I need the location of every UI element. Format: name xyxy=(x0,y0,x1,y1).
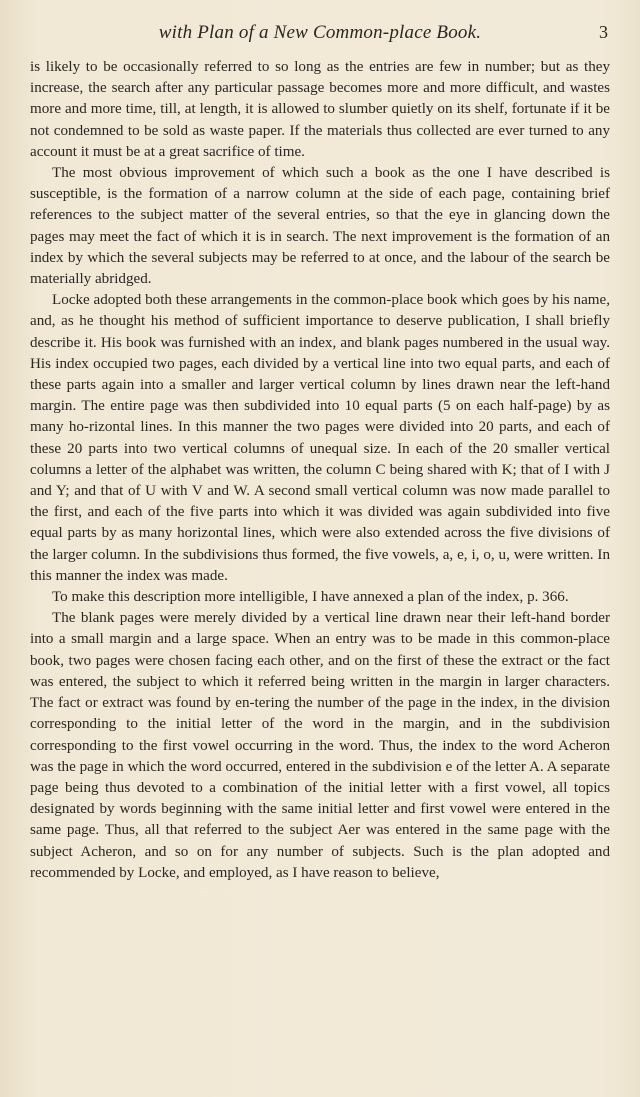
page-number: 3 xyxy=(599,22,608,42)
running-head: with Plan of a New Common-place Book. xyxy=(158,22,482,43)
paragraph: To make this description more intelligible, I have annexed a plan of the index, p. 366. xyxy=(52,589,569,606)
page-header xyxy=(0,22,640,46)
paragraph: Locke adopted both these arrangements in the common-place book which goes by his name, and, as he thought his method of sufficient importance to deserve publication, I shall briefly describe it. His book was furnished with an index, and blank pages numbered in the usual way. His index occupied two pages, each divided by a vertical line into two equal parts, and each of these parts again into a smaller and larger vertical column by lines drawn near the left-hand margin. The entire page was then subdivided into 10 equal parts (5 on each half-page) by as many ho-rizontal lines. In this manner the two pages were divided into 20 parts, and each of these 20 parts into two vertical columns of unequal size. In each of the 20 smaller vertical columns a letter of the alphabet was written, the column C being shared with K; that of I with J and Y; and that of U with V and W. A second small vertical column was now made parallel to the first, and each of the five parts into which it was divided was again subdivided into five equal parts by as many horizontal lines, which were also extended across the five divisions of the larger column. In the subdivisions thus formed, the five vowels, a, e, i, o, u, were written. In this manner the index was made. xyxy=(30,292,610,584)
paragraph: is likely to be occasionally referred to so long as the entries are few in number; but as they increase, the search after any particular passage becomes more and more difficult, and wastes more and more time, till, at length, it is allowed to slumber quietly on its shelf, fortunate if it be not condemned to be sold as waste paper. If the materials thus collected are ever turned to any account it must be at a great sacrifice of time. xyxy=(30,59,610,160)
paragraph: The blank pages were merely divided by a vertical line drawn near their left-hand border into a small margin and a large space. When an entry was to be made in this common-place book, two pages were chosen facing each other, and on the first of these the extract or the fact was entered, the subject to which it referred being written in the margin in larger characters. The fact or extract was found by en-tering the number of the page in the index, in the division corresponding to the initial letter of the word in the margin, and in the subdivision corresponding to the first vowel occurring in the word. Thus, the index to the word Acheron was the page in which the word occurred, entered in the subdivision e of the letter A. A separate page being thus devoted to a combination of the initial letter with a first vowel, all topics designated by words beginning with the same initial letter and first vowel were entered in the same page. Thus, all that referred to the subject Aer was entered in the same page with the subject Acheron, and so on for any number of subjects. Such is the plan adopted and recommended by Locke, and employed, as I have reason to believe, xyxy=(30,610,610,881)
paragraph: The most obvious improvement of which such a book as the one I have described is susceptible, is the formation of a narrow column at the side of each page, containing brief references to the subject matter of the several entries, so that the eye in glancing down the pages may meet the fact of which it is in search. The next improvement is the formation of an index by which the several subjects may be referred to at once, and the labour of the search be materially abridged. xyxy=(30,165,610,288)
body-text xyxy=(30,57,610,884)
